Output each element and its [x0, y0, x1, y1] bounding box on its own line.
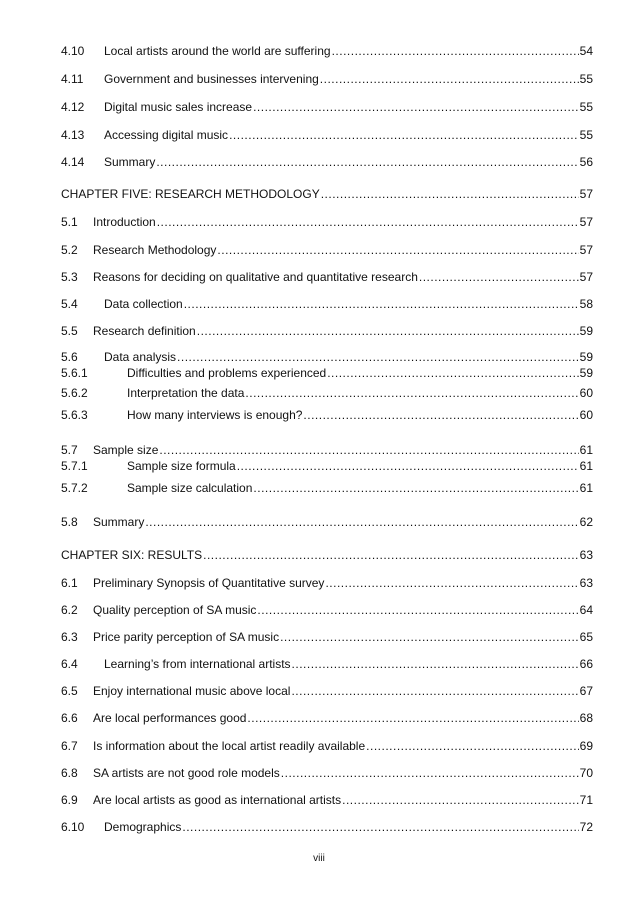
toc-leader-dots [342, 793, 579, 808]
toc-entry-title: Are local artists as good as international artists [93, 793, 342, 807]
toc-entry[interactable] [61, 657, 593, 672]
toc-entry-number: 5.8 [61, 515, 78, 529]
toc-entry[interactable] [61, 684, 593, 699]
toc-entry[interactable] [61, 100, 593, 115]
toc-entry-page: 55 [579, 72, 593, 86]
toc-entry-title: Introduction [93, 215, 156, 229]
toc-entry[interactable] [61, 243, 593, 258]
toc-entry-page: 62 [579, 515, 593, 529]
toc-entry-title: Reasons for deciding on qualitative and quantitative research [93, 270, 418, 284]
toc-entry[interactable] [61, 711, 593, 726]
toc-entry-page: 71 [579, 793, 593, 807]
toc-entry[interactable] [61, 128, 593, 143]
toc-entry-page: 63 [579, 576, 593, 590]
toc-entry-number: 5.7.1 [61, 459, 88, 473]
toc-entry-number: 6.10 [61, 820, 85, 834]
toc-entry-page: 61 [579, 459, 593, 473]
toc-leader-dots [184, 297, 579, 312]
toc-entry-title: Preliminary Synopsis of Quantitative survey [93, 576, 325, 590]
toc-entry-page: 65 [579, 630, 593, 644]
toc-leader-dots [292, 657, 579, 672]
toc-entry-title: Sample size [93, 443, 159, 457]
toc-entry-title: Are local performances good [93, 711, 247, 725]
toc-entry-title: SA artists are not good role models [93, 766, 280, 780]
toc-entry-page: 61 [579, 443, 593, 457]
toc-entry-page: 57 [579, 270, 593, 284]
toc-entry-title: Accessing digital music [104, 128, 229, 142]
toc-entry[interactable] [61, 443, 593, 458]
toc-entry[interactable] [61, 515, 593, 530]
toc-entry-title: How many interviews is enough? [127, 408, 303, 422]
toc-entry[interactable] [61, 630, 593, 645]
toc-entry-number: 5.6.2 [61, 386, 88, 400]
toc-entry-page: 72 [579, 820, 593, 834]
toc-entry-page: 59 [579, 324, 593, 338]
toc-leader-dots [237, 459, 579, 474]
toc-leader-dots [203, 548, 579, 563]
toc-entry-number: 5.2 [61, 243, 78, 257]
toc-entry[interactable] [61, 820, 593, 835]
toc-entry-title: Research definition [93, 324, 196, 338]
toc-entry-number: 5.7.2 [61, 481, 88, 495]
toc-leader-dots [366, 739, 578, 754]
toc-entry-number: 6.4 [61, 657, 78, 671]
toc-entry[interactable] [61, 739, 593, 754]
toc-entry-page: 60 [579, 386, 593, 400]
toc-entry-page: 55 [579, 100, 593, 114]
toc-entry-page: 55 [579, 128, 593, 142]
toc-entry-title: Data collection [104, 297, 183, 311]
toc-entry-number: 5.1 [61, 215, 78, 229]
toc-chapter-entry[interactable] [61, 548, 593, 563]
toc-leader-dots [229, 128, 579, 143]
toc-entry-page: 64 [579, 603, 593, 617]
toc-entry-number: 5.6 [61, 350, 78, 364]
toc-entry-number: 4.11 [61, 72, 84, 86]
toc-entry-page: 59 [579, 350, 593, 364]
toc-entry[interactable] [61, 576, 593, 591]
toc-leader-dots [321, 187, 579, 202]
toc-entry-number: 4.10 [61, 44, 85, 58]
toc-entry-number: 6.2 [61, 603, 78, 617]
toc-leader-dots [182, 820, 578, 835]
toc-leader-dots [253, 100, 579, 115]
toc-leader-dots [280, 630, 579, 645]
toc-entry-number: 6.6 [61, 711, 78, 725]
toc-entry[interactable] [61, 386, 593, 401]
toc-leader-dots [327, 366, 578, 381]
toc-entry-number: 5.6.1 [61, 366, 88, 380]
toc-entry-title: Summary [104, 155, 156, 169]
toc-entry-number: 6.8 [61, 766, 78, 780]
toc-entry-title: Enjoy international music above local [93, 684, 291, 698]
toc-entry-number: 4.14 [61, 155, 85, 169]
toc-entry[interactable] [61, 72, 593, 87]
toc-leader-dots [291, 684, 578, 699]
toc-leader-dots [145, 515, 578, 530]
toc-leader-dots [247, 711, 578, 726]
toc-entry[interactable] [61, 155, 593, 170]
toc-entry-page: 70 [579, 766, 593, 780]
toc-chapter-title: CHAPTER FIVE: RESEARCH METHODOLOGY [61, 187, 320, 201]
toc-entry-page: 67 [579, 684, 593, 698]
toc-entry-page: 68 [579, 711, 593, 725]
toc-entry-title: Summary [93, 515, 145, 529]
toc-entry-number: 6.3 [61, 630, 78, 644]
toc-leader-dots [197, 324, 579, 339]
toc-leader-dots [320, 72, 579, 87]
toc-chapter-title: CHAPTER SIX: RESULTS [61, 548, 203, 562]
toc-chapter-entry[interactable] [61, 187, 593, 202]
toc-entry-number: 6.9 [61, 793, 78, 807]
toc-entry-number: 6.5 [61, 684, 78, 698]
toc-entry[interactable] [61, 297, 593, 312]
toc-leader-dots [257, 603, 578, 618]
toc-leader-dots [253, 481, 578, 496]
toc-leader-dots [281, 766, 579, 781]
toc-entry-title: Research Methodology [93, 243, 217, 257]
toc-leader-dots [245, 386, 578, 401]
page-number-footer: viii [313, 853, 325, 864]
toc-entry-title: Price parity perception of SA music [93, 630, 280, 644]
toc-entry-number: 5.5 [61, 324, 78, 338]
toc-entry-title: Demographics [104, 820, 182, 834]
toc-entry-page: 57 [579, 243, 593, 257]
toc-entry-number: 4.13 [61, 128, 85, 142]
toc-entry[interactable] [61, 366, 593, 381]
toc-leader-dots [156, 155, 578, 170]
toc-leader-dots [177, 350, 579, 365]
toc-leader-dots [419, 270, 579, 285]
toc-entry-page: 59 [579, 366, 593, 380]
toc-entry-page: 61 [579, 481, 593, 495]
toc-leader-dots [217, 243, 578, 258]
toc-entry[interactable] [61, 603, 593, 618]
toc-entry-title: Interpretation the data [127, 386, 245, 400]
toc-leader-dots [157, 215, 579, 230]
toc-entry[interactable] [61, 324, 593, 339]
toc-entry-title: Government and businesses intervening [104, 72, 319, 86]
toc-entry-title: Local artists around the world are suffering [104, 44, 331, 58]
toc-entry-number: 6.1 [61, 576, 78, 590]
toc-entry-page: 54 [579, 44, 593, 58]
toc-entry-number: 5.4 [61, 297, 78, 311]
toc-entry-title: Data analysis [104, 350, 177, 364]
toc-entry[interactable] [61, 270, 593, 285]
toc-entry[interactable] [61, 459, 593, 474]
toc-leader-dots [332, 44, 579, 59]
toc-entry-page: 57 [579, 215, 593, 229]
toc-entry-title: Is information about the local artist readily available [93, 739, 366, 753]
toc-entry[interactable] [61, 44, 593, 59]
toc-entry[interactable] [61, 408, 593, 423]
toc-entry-page: 56 [579, 155, 593, 169]
toc-entry-title: Sample size calculation [127, 481, 253, 495]
toc-entry-page: 66 [579, 657, 593, 671]
toc-entry-number: 5.6.3 [61, 408, 88, 422]
toc-entry-page: 69 [579, 739, 593, 753]
toc-leader-dots [303, 408, 578, 423]
toc-entry-number: 6.7 [61, 739, 78, 753]
toc-leader-dots [159, 443, 578, 458]
toc-entry[interactable] [61, 793, 593, 808]
toc-entry-title: Sample size formula [127, 459, 236, 473]
toc-entry-number: 5.7 [61, 443, 78, 457]
toc-entry-number: 5.3 [61, 270, 78, 284]
toc-entry[interactable] [61, 481, 593, 496]
toc-entry-title: Quality perception of SA music [93, 603, 257, 617]
toc-entry-page: 63 [579, 548, 593, 562]
toc-entry[interactable] [61, 350, 593, 365]
toc-entry[interactable] [61, 215, 593, 230]
toc-entry-title: Learning’s from international artists [104, 657, 291, 671]
toc-leader-dots [325, 576, 578, 591]
toc-entry-page: 60 [579, 408, 593, 422]
toc-entry-title: Difficulties and problems experienced [127, 366, 327, 380]
toc-entry-title: Digital music sales increase [104, 100, 253, 114]
toc-entry-page: 58 [579, 297, 593, 311]
toc-entry-number: 4.12 [61, 100, 85, 114]
toc-entry[interactable] [61, 766, 593, 781]
toc-entry-page: 57 [579, 187, 593, 201]
